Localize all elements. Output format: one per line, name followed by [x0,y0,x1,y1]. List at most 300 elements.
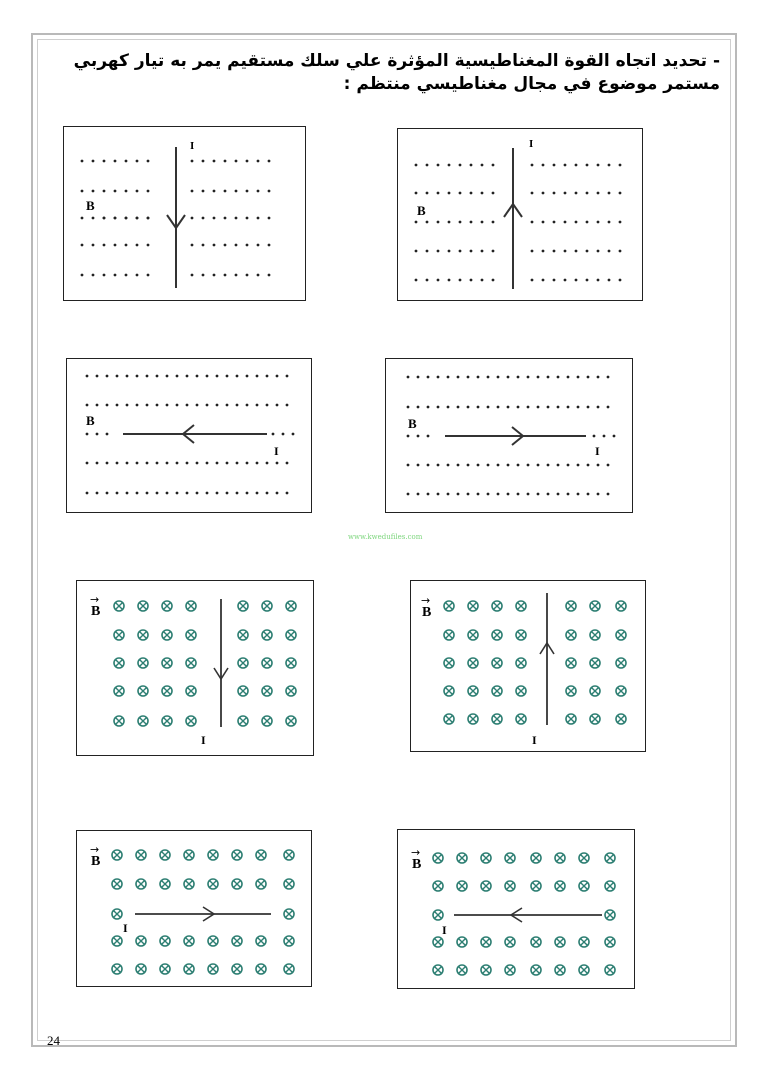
field-cross-symbol [555,881,565,891]
field-dot [415,192,418,195]
field-dot [593,435,596,438]
field-dot [597,464,600,467]
field-cross-symbol [566,630,576,640]
field-dot [531,250,534,253]
field-cross-symbol [531,881,541,891]
field-dot [92,274,95,277]
field-dot [186,462,189,465]
field-cross-symbol [284,850,294,860]
field-dot [213,190,216,193]
field-cross-symbol [136,850,146,860]
vector-arrow-glyph: → [421,594,431,607]
field-cross-symbol [186,630,196,640]
field-dot [147,274,150,277]
field-cross-symbol [286,630,296,640]
field-cross-symbol [566,686,576,696]
field-cross-symbol [605,881,615,891]
field-cross-symbol [112,936,122,946]
field-dot [487,493,490,496]
field-dot [417,435,420,438]
diagram-dots-vertical-up [397,128,643,301]
field-dot [186,492,189,495]
field-cross-symbol [457,853,467,863]
field-cross-symbol [184,850,194,860]
field-dot [575,250,578,253]
field-cross-symbol [262,630,272,640]
field-cross-symbol [481,881,491,891]
field-dot [136,217,139,220]
field-dot [81,217,84,220]
field-cross-symbol [208,850,218,860]
field-cross-symbol [160,964,170,974]
field-dot [531,279,534,282]
field-dot [136,190,139,193]
field-dot [487,406,490,409]
field-dot [114,160,117,163]
field-dot [166,462,169,465]
field-dot [103,274,106,277]
field-cross-symbol [616,601,626,611]
field-dot [597,250,600,253]
field-dot [196,375,199,378]
field-dot [537,376,540,379]
field-cross-symbol [184,936,194,946]
diagram-cross-horizontal-left [397,829,635,989]
field-dot [126,404,129,407]
field-dot [481,279,484,282]
field-cross-symbol [616,630,626,640]
field-dot [147,244,150,247]
field-dot [417,493,420,496]
field-dot [292,433,295,436]
field-dot [156,492,159,495]
field-dot [92,217,95,220]
field-cross-symbol [162,686,172,696]
field-dot [86,492,89,495]
field-dot [575,164,578,167]
field-cross-symbol [444,658,454,668]
field-dot [481,192,484,195]
field-dot [206,492,209,495]
field-label: B [408,416,417,431]
field-dot [427,464,430,467]
field-vector-label: B [91,854,101,869]
field-dot [487,464,490,467]
field-dot [527,376,530,379]
field-dot [577,406,580,409]
field-dot [586,250,589,253]
diagram-dots-vertical-down [63,126,306,301]
field-cross-symbol [138,686,148,696]
field-dot [437,192,440,195]
field-dot [156,375,159,378]
field-dot [537,406,540,409]
field-cross-symbol [505,853,515,863]
field-dot [597,192,600,195]
field-dot [542,221,545,224]
field-dot [216,375,219,378]
field-dot [235,217,238,220]
field-dot [282,433,285,436]
field-dot [276,492,279,495]
field-dot [457,493,460,496]
field-dot [470,250,473,253]
field-cross-symbol [162,601,172,611]
field-cross-symbol [136,936,146,946]
field-dot [235,190,238,193]
field-dot [597,406,600,409]
field-dot [106,492,109,495]
field-dot [542,279,545,282]
field-dot [114,244,117,247]
field-dot [497,464,500,467]
field-dot [226,492,229,495]
field-cross-symbol [433,910,443,920]
field-dot [286,404,289,407]
field-dot [213,160,216,163]
field-dot [417,464,420,467]
field-dot [457,406,460,409]
field-label: B [86,413,95,428]
field-dot [607,464,610,467]
field-dot [196,462,199,465]
field-dot [224,274,227,277]
field-dot [176,492,179,495]
field-dot [246,404,249,407]
field-label: B [86,198,95,213]
field-dot [257,244,260,247]
field-dot [235,160,238,163]
field-dot [426,279,429,282]
field-dot [426,164,429,167]
field-cross-symbol [579,853,589,863]
field-cross-symbol [114,658,124,668]
field-dot [286,375,289,378]
field-dot [427,435,430,438]
field-cross-symbol [605,937,615,947]
field-dot [437,164,440,167]
field-cross-symbol [138,601,148,611]
vector-arrow-glyph: → [90,843,100,856]
field-dot [226,404,229,407]
field-dot [224,244,227,247]
field-dot [276,404,279,407]
field-dot [608,221,611,224]
field-cross-symbol [256,936,266,946]
field-dot [106,462,109,465]
field-dot [96,404,99,407]
field-dot [106,375,109,378]
field-dot [146,492,149,495]
field-dot [206,404,209,407]
field-dot [619,164,622,167]
field-dot [146,462,149,465]
field-dot [213,217,216,220]
field-dot [236,375,239,378]
field-cross-symbol [238,658,248,668]
field-dot [136,244,139,247]
field-dot [567,464,570,467]
field-dot [437,464,440,467]
field-dot [216,404,219,407]
field-dot [586,164,589,167]
field-dot [537,464,540,467]
field-dot [407,376,410,379]
current-label: I [201,733,206,747]
field-cross-symbol [492,601,502,611]
field-cross-symbol [112,964,122,974]
field-cross-symbol [481,853,491,863]
field-cross-symbol [555,965,565,975]
field-dot [459,221,462,224]
field-dot [147,217,150,220]
field-dot [126,462,129,465]
field-dot [407,493,410,496]
field-cross-symbol [616,658,626,668]
field-dot [266,404,269,407]
field-cross-symbol [284,909,294,919]
field-dot [447,464,450,467]
field-cross-symbol [112,850,122,860]
field-dot [457,376,460,379]
field-cross-symbol [492,630,502,640]
field-dot [477,376,480,379]
field-cross-symbol [238,686,248,696]
field-dot [497,406,500,409]
field-dot [236,404,239,407]
field-dot [81,274,84,277]
field-dot [202,190,205,193]
field-dot [136,375,139,378]
field-cross-symbol [531,937,541,947]
field-vector-label: B [412,857,422,872]
field-dot [575,221,578,224]
current-label: I [123,921,128,935]
field-cross-symbol [566,601,576,611]
field-dot [481,164,484,167]
field-dot [567,376,570,379]
field-dot [575,192,578,195]
field-dot [608,250,611,253]
field-cross-symbol [160,850,170,860]
field-dot [125,190,128,193]
field-dot [202,274,205,277]
field-dot [103,160,106,163]
field-dot [553,192,556,195]
field-dot [226,462,229,465]
field-dot [246,190,249,193]
field-cross-symbol [184,964,194,974]
field-cross-symbol [162,658,172,668]
field-cross-symbol [468,714,478,724]
current-label: I [529,138,534,150]
field-cross-symbol [616,714,626,724]
field-dot [447,376,450,379]
field-dot [103,244,106,247]
field-dot [448,279,451,282]
field-dot [136,274,139,277]
field-dot [557,376,560,379]
field-cross-symbol [186,716,196,726]
field-cross-symbol [284,964,294,974]
field-cross-symbol [481,937,491,947]
field-dot [553,221,556,224]
field-dot [246,375,249,378]
field-dot [216,492,219,495]
field-dot [427,406,430,409]
field-dot [268,190,271,193]
field-dot [517,464,520,467]
field-dot [437,406,440,409]
field-cross-symbol [516,686,526,696]
field-dot [459,279,462,282]
field-cross-symbol [468,686,478,696]
field-dot [467,464,470,467]
field-cross-symbol [505,965,515,975]
field-dot [415,164,418,167]
field-dot [608,164,611,167]
field-dot [106,433,109,436]
field-dot [481,221,484,224]
field-cross-symbol [114,601,124,611]
field-dot [507,464,510,467]
field-dot [407,406,410,409]
field-dot [236,462,239,465]
field-crosses-into-page [433,853,615,975]
field-dot [459,192,462,195]
field-cross-symbol [555,853,565,863]
field-dot [586,221,589,224]
field-dot [256,462,259,465]
field-dot [564,164,567,167]
field-cross-symbol [114,686,124,696]
field-cross-symbol [566,658,576,668]
field-dot [125,274,128,277]
field-vector-label: B [91,604,101,619]
field-dot [492,279,495,282]
field-cross-symbol [256,879,266,889]
field-crosses-into-page [112,850,294,974]
field-dot [246,462,249,465]
current-label: I [190,140,195,152]
field-cross-symbol [138,658,148,668]
field-dot [276,375,279,378]
field-label: B [417,203,426,218]
field-dot [86,462,89,465]
field-cross-symbol [286,658,296,668]
field-dot [257,274,260,277]
field-dot [564,250,567,253]
field-dot [567,406,570,409]
field-dot [542,250,545,253]
field-dot [531,192,534,195]
field-dot [587,406,590,409]
field-cross-symbol [590,630,600,640]
field-cross-symbol [114,716,124,726]
field-dot [527,493,530,496]
field-dot [467,376,470,379]
field-dot [577,464,580,467]
field-dot [92,160,95,163]
field-dot [426,250,429,253]
field-dot [477,406,480,409]
field-cross-symbol [516,630,526,640]
field-dot [96,492,99,495]
field-dot [597,164,600,167]
field-dot [96,462,99,465]
field-dot [557,406,560,409]
field-cross-symbol [590,658,600,668]
field-dot [81,244,84,247]
field-dot [202,160,205,163]
field-cross-symbol [433,853,443,863]
field-cross-symbol [160,936,170,946]
field-dot [527,406,530,409]
field-dot [448,192,451,195]
field-dot [426,221,429,224]
field-cross-symbol [433,937,443,947]
field-dot [272,433,275,436]
field-cross-symbol [433,881,443,891]
field-dot [586,192,589,195]
field-dot [268,160,271,163]
field-cross-symbol [284,879,294,889]
field-dot [286,492,289,495]
field-dot [224,160,227,163]
field-dot [448,250,451,253]
field-dot [477,464,480,467]
field-cross-symbol [566,714,576,724]
field-dot [116,462,119,465]
field-dot [564,192,567,195]
field-dot [146,404,149,407]
field-cross-symbol [238,630,248,640]
field-dot [448,164,451,167]
field-dot [608,279,611,282]
field-dot [103,217,106,220]
field-cross-symbol [516,714,526,724]
field-dot [202,217,205,220]
field-dot [427,376,430,379]
field-dot [542,192,545,195]
field-dot [266,462,269,465]
field-dot [437,250,440,253]
field-dot [547,406,550,409]
field-dot [191,190,194,193]
field-cross-symbol [531,853,541,863]
field-dot [447,406,450,409]
page-number: 24 [47,1033,60,1048]
field-cross-symbol [468,630,478,640]
field-dot [196,404,199,407]
field-dot [116,375,119,378]
field-cross-symbol [138,716,148,726]
field-dot [437,493,440,496]
field-cross-symbol [262,686,272,696]
field-dot [81,190,84,193]
field-dot [146,375,149,378]
field-dot [166,404,169,407]
field-cross-symbol [616,686,626,696]
field-dot [114,190,117,193]
field-dot [256,492,259,495]
field-cross-symbol [457,937,467,947]
field-dot [257,217,260,220]
field-dot [236,492,239,495]
field-dot [587,376,590,379]
field-dot [417,406,420,409]
field-cross-symbol [492,686,502,696]
